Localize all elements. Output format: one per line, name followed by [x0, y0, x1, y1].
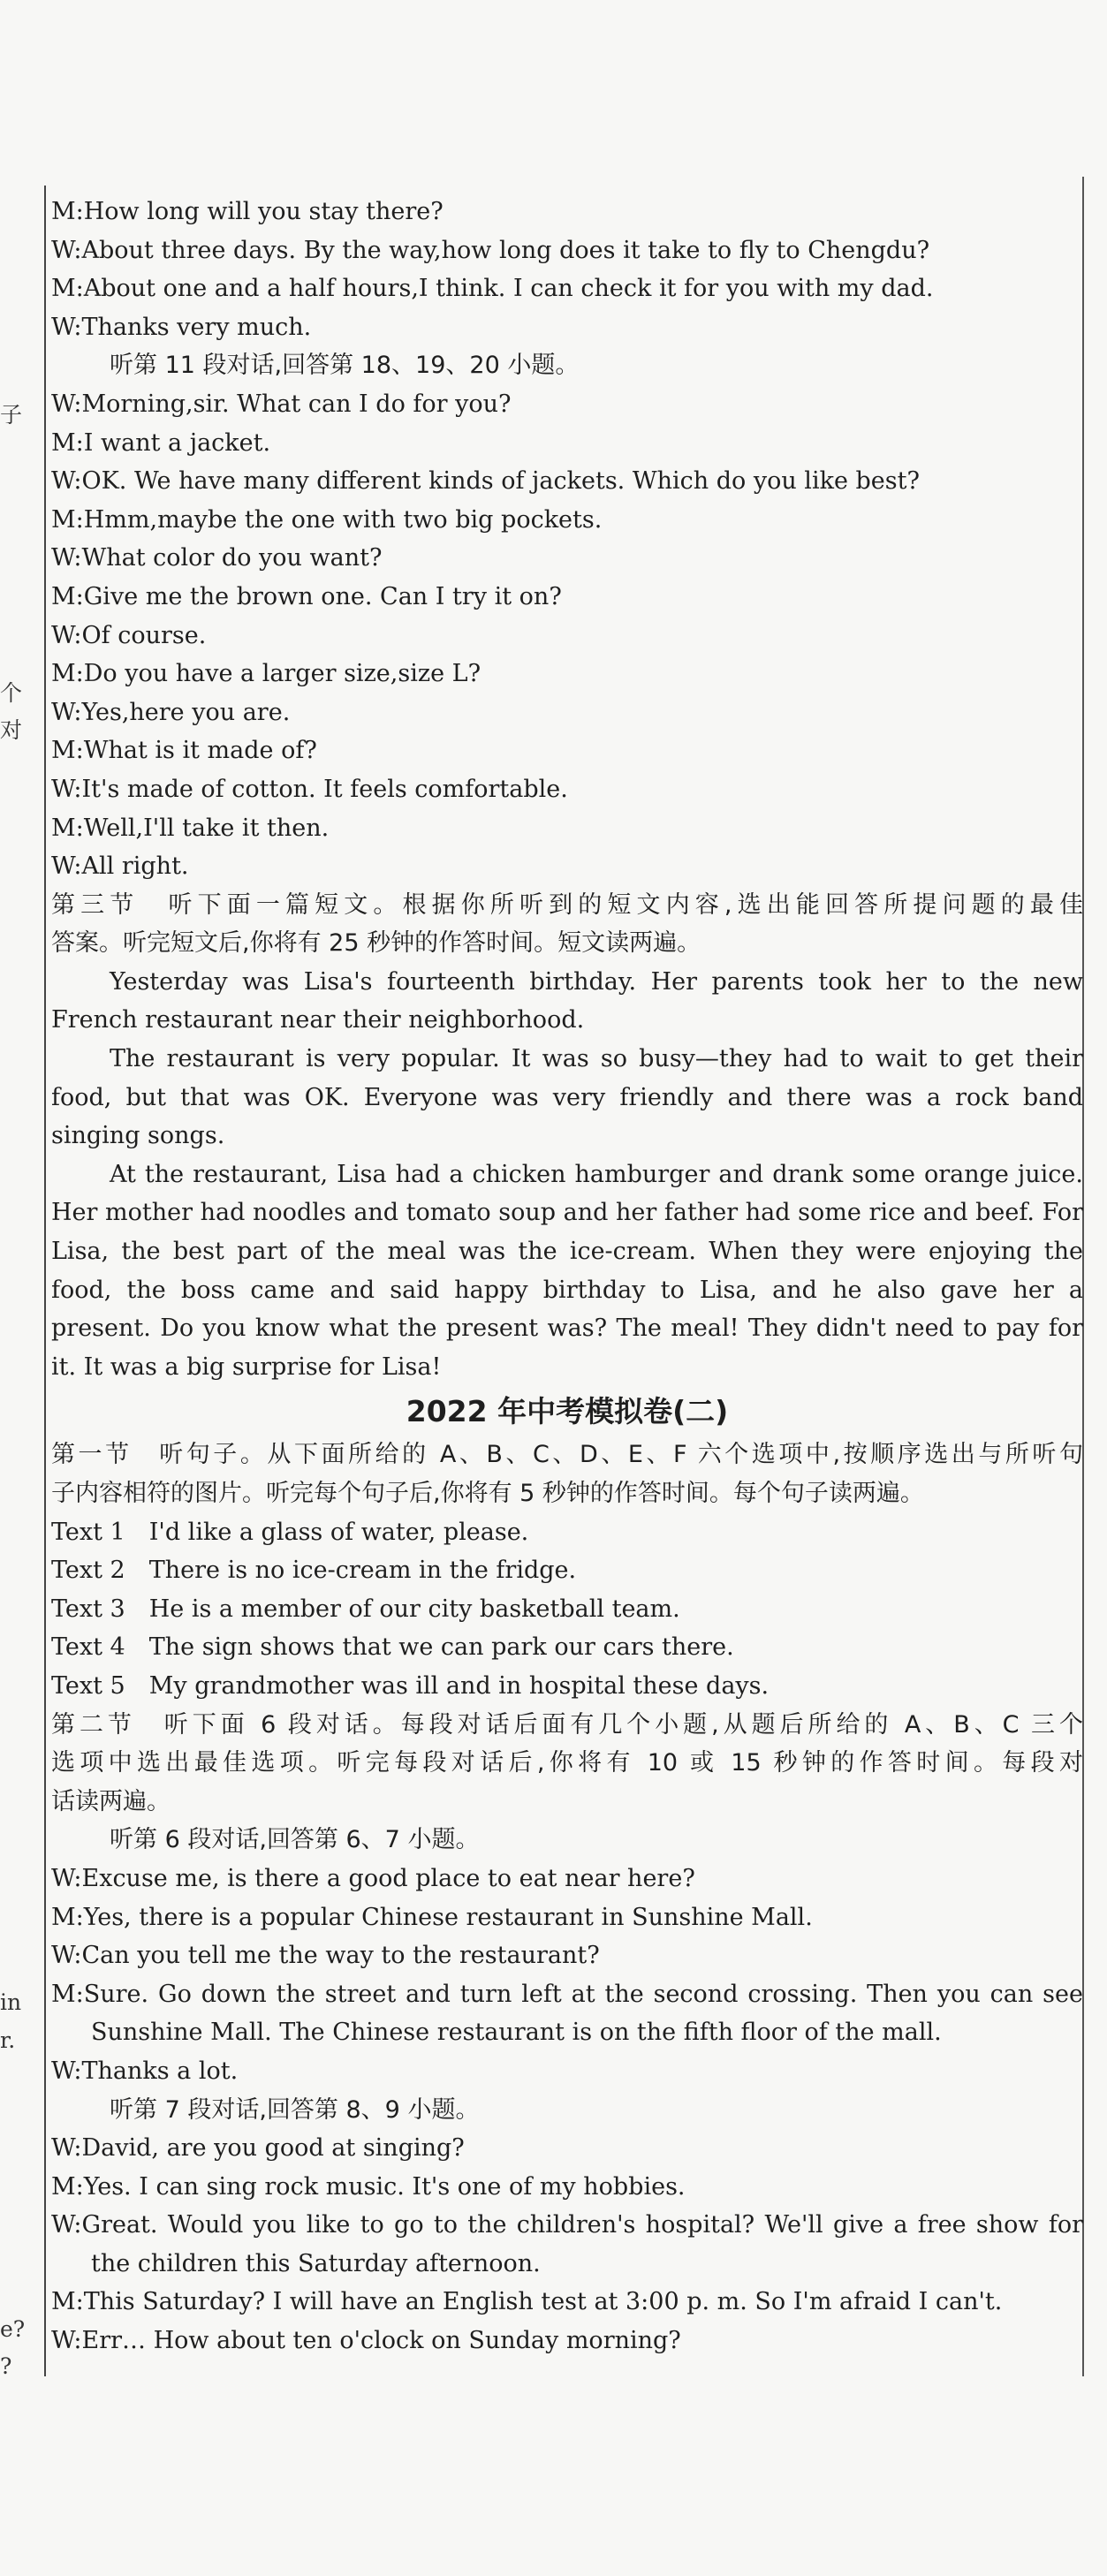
text-line: Lisa, the best part of the meal was the ice-cream. When they were enjoying the — [51, 1238, 1083, 1266]
text-line: M:How long will you stay there? — [51, 198, 444, 225]
text-line: W:What color do you want? — [51, 544, 383, 572]
margin-fragment: 子 — [0, 402, 23, 428]
text-line: W:OK. We have many different kinds of jackets. Which do you like best? — [51, 467, 920, 496]
text-line: M:I want a jacket. — [51, 428, 271, 457]
text-line: M:What is it made of? — [51, 737, 317, 765]
text-line: The restaurant is very popular. It was so busy—they had to wait to get their — [110, 1045, 1083, 1073]
text-line: W:Can you tell me the way to the restaurant? — [51, 1942, 600, 1970]
margin-fragment: 个 — [0, 680, 23, 706]
text-line: M:Well,I'll take it then. — [51, 814, 330, 842]
section-title: 2022 年中考模拟卷(二) — [406, 1394, 729, 1429]
text-line: M:This Saturday? I will have an English test at 3:00 p. m. So I'm afraid I can't. — [51, 2288, 1003, 2316]
text-line: it. It was a big surprise for Lisa! — [51, 1352, 442, 1381]
margin-fragment: ? — [0, 2353, 12, 2379]
text-line: French restaurant near their neighborhood. — [51, 1006, 585, 1034]
text-line: W:Err… How about ten o'clock on Sunday morning? — [51, 2327, 681, 2355]
text-line: M:Hmm,maybe the one with two big pockets. — [51, 505, 603, 534]
text-line: At the restaurant, Lisa had a chicken hamburger and drank some orange juice. — [110, 1160, 1083, 1188]
text-line: W:Thanks a lot. — [51, 2057, 239, 2085]
text-line: present. Do you know what the present was? The meal! They didn't need to pay for — [51, 1315, 1083, 1343]
text-line: 子内容相符的图片。听完每个句子后,你将有 5 秒钟的作答时间。每个句子读两遍。 — [51, 1480, 924, 1507]
text-line: W:Of course. — [51, 621, 207, 649]
text-line: Text 1 I'd like a glass of water, please. — [51, 1518, 529, 1546]
left-margin-rule — [44, 186, 46, 2376]
text-line: M:Give me the brown one. Can I try it on? — [51, 582, 562, 610]
text-line: food, but that was OK. Everyone was very friendly and there was a rock band — [51, 1083, 1083, 1111]
text-line: food, the boss came and said happy birthday to Lisa, and he also gave her a — [51, 1276, 1083, 1304]
text-line: W:Yes,here you are. — [51, 698, 291, 726]
text-line: W:Morning,sir. What can I do for you? — [51, 390, 512, 418]
text-line: W:About three days. By the way,how long does it take to fly to Chengdu? — [51, 236, 930, 264]
text-line: singing songs. — [51, 1122, 225, 1150]
text-line: W:Excuse me, is there a good place to eat near here? — [51, 1864, 695, 1892]
text-line: Text 3 He is a member of our city basketball team. — [51, 1595, 680, 1623]
text-line: 第三节 听下面一篇短文。根据你所听到的短文内容,选出能回答所提问题的最佳 — [51, 890, 1083, 919]
text-line: W:Great. Would you like to go to the children's hospital? We'll give a free show for — [51, 2211, 1083, 2239]
text-line: Text 4 The sign shows that we can park our cars there. — [51, 1633, 734, 1662]
text-line: 听第 6 段对话,回答第 6、7 小题。 — [110, 1826, 480, 1854]
text-line: 第二节 听下面 6 段对话。每段对话后面有几个小题,从题后所给的 A、B、C 三个 — [51, 1710, 1083, 1739]
text-line: W:Thanks very much. — [51, 313, 312, 341]
text-line: the children this Saturday afternoon. — [91, 2249, 541, 2277]
margin-fragment: r. — [0, 2027, 16, 2053]
text-line: M:Do you have a larger size,size L? — [51, 660, 481, 688]
margin-fragment: 对 — [0, 717, 23, 743]
text-line: M:Yes. I can sing rock music. It's one of my hobbies. — [51, 2172, 686, 2201]
text-line: Text 5 My grandmother was ill and in hospital these days. — [51, 1671, 770, 1700]
text-line: Yesterday was Lisa's fourteenth birthday. Her parents took her to the new — [110, 967, 1083, 996]
text-line: W:All right. — [51, 852, 189, 881]
text-line: 第一节 听句子。从下面所给的 A、B、C、D、E、F 六个选项中,按顺序选出与所听句 — [51, 1441, 1083, 1469]
margin-fragment: e? — [0, 2316, 26, 2342]
text-line: 话读两遍。 — [51, 1787, 171, 1815]
text-line: 听第 7 段对话,回答第 8、9 小题。 — [110, 2095, 480, 2124]
text-line: W:It's made of cotton. It feels comfortable. — [51, 775, 568, 803]
text-line: Text 2 There is no ice-cream in the fridge. — [51, 1557, 577, 1585]
margin-fragment: in — [0, 1989, 22, 2015]
text-line: Sunshine Mall. The Chinese restaurant is on the fifth floor of the mall. — [91, 2019, 942, 2047]
text-line: 选项中选出最佳选项。听完每段对话后,你将有 10 或 15 秒钟的作答时间。每段对 — [51, 1749, 1083, 1777]
text-line: W:David, are you good at singing? — [51, 2134, 465, 2163]
text-line: M:About one and a half hours,I think. I can check it for you with my dad. — [51, 275, 934, 303]
text-line: M:Yes, there is a popular Chinese restaurant in Sunshine Mall. — [51, 1903, 813, 1931]
text-line: 答案。听完短文后,你将有 25 秒钟的作答时间。短文读两遍。 — [51, 929, 701, 958]
text-line: Her mother had noodles and tomato soup and her father had some rice and beef. For — [51, 1199, 1083, 1227]
document-body — [51, 193, 1083, 2360]
text-line: 听第 11 段对话,回答第 18、19、20 小题。 — [110, 352, 580, 380]
text-line: M:Sure. Go down the street and turn left at the second crossing. Then you can see — [51, 1980, 1083, 2008]
